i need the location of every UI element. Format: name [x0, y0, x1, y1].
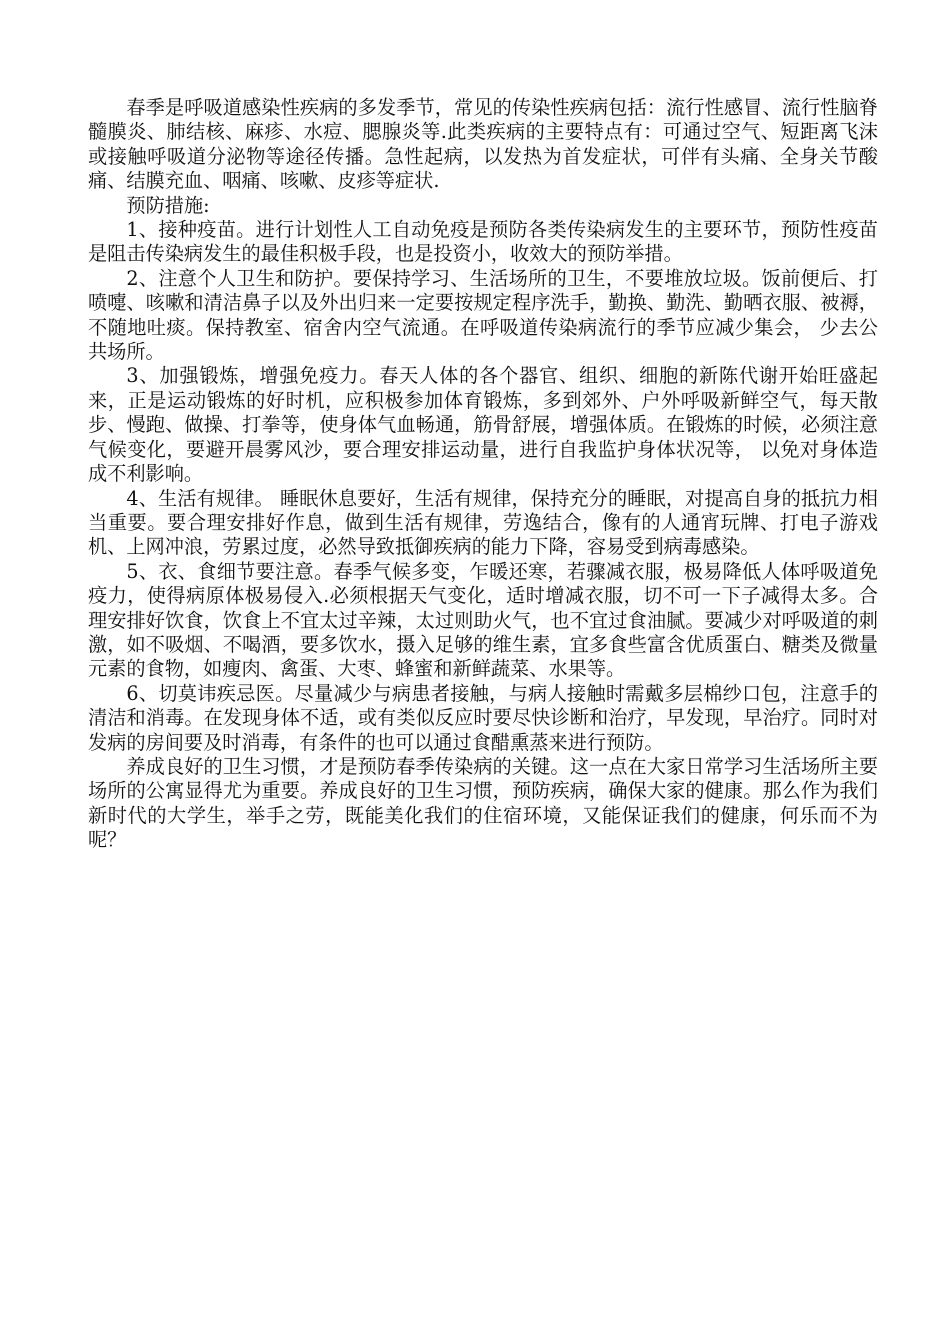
paragraph-measure-1: 1、接种疫苗。进行计划性人工自动免疫是预防各类传染病发生的主要环节，预防性疫苗是阻击传染病发生的最佳积极手段，也是投资小，收效大的预防举措。 — [88, 218, 878, 266]
paragraph-conclusion: 养成良好的卫生习惯，才是预防春季传染病的关键。这一点在大家日常学习生活场所主要场所的公寓显得尤为重要。养成良好的卫生习惯，预防疾病，确保大家的健康。那么作为我们新时代的大学生，举手之劳，既能美化我们的住宿环境，又能保证我们的健康，何乐而不为呢？ — [88, 754, 878, 852]
paragraph-measure-6: 6、切莫讳疾忌医。尽量减少与病患者接触，与病人接触时需戴多层棉纱口包，注意手的清洁和消毒。在发现身体不适，或有类似反应时要尽快诊断和治疗，早发现，早治疗。同时对发病的房间要及时消毒，有条件的也可以通过食醋熏蒸来进行预防。 — [88, 681, 878, 754]
paragraph-measure-4: 4、生活有规律。 睡眠休息要好，生活有规律，保持充分的睡眠，对提高自身的抵抗力相当重要。要合理安排好作息，做到生活有规律，劳逸结合，像有的人通宵玩牌、打电子游戏机、上网冲浪，劳累过度，必然导致抵御疾病的能力下降，容易受到病毒感染。 — [88, 486, 878, 559]
paragraph-prevention-heading: 预防措施: — [126, 193, 210, 217]
paragraph-measure-2: 2、注意个人卫生和防护。要保持学习、生活场所的卫生，不要堆放垃圾。饭前便后、打喷嚏、咳嗽和清洁鼻子以及外出归来一定要按规定程序洗手，勤换、勤洗、勤晒衣服、被褥，不随地吐痰。保持教室、宿舍内空气流通。在呼吸道传染病流行的季节应减少集会， 少去公共场所。 — [88, 266, 878, 364]
paragraph-measure-3: 3、加强锻炼，增强免疫力。春天人体的各个器官、组织、细胞的新陈代谢开始旺盛起来，正是运动锻炼的好时机，应积极参加体育锻炼，多到郊外、户外呼吸新鲜空气，每天散步、慢跑、做操、打拳等，使身体气血畅通，筋骨舒展，增强体质。在锻炼的时候，必须注意气候变化，要避开晨雾风沙，要合理安排运动量，进行自我监护身体状况等， 以免对身体造成不利影响。 — [88, 364, 878, 486]
paragraph-intro: 春季是呼吸道感染性疾病的多发季节，常见的传染性疾病包括：流行性感冒、流行性脑脊髓膜炎、肺结核、麻疹、水痘、腮腺炎等.此类疾病的主要特点有：可通过空气、短距离飞沫或接触呼吸道分泌物等途径传播。急性起病，以发热为首发症状，可伴有头痛、全身关节酸痛、结膜充血、咽痛、咳嗽、皮疹等症状. — [88, 96, 878, 193]
paragraph-measure-5: 5、衣、食细节要注意。春季气候多变，乍暖还寒，若骤减衣服，极易降低人体呼吸道免疫力，使得病原体极易侵入.必须根据天气变化，适时增减衣服，切不可一下子减得太多。合理安排好饮食，饮食上不宜太过辛辣，太过则助火气，也不宜过食油腻。要减少对呼吸道的刺激，如不吸烟、不喝酒，要多饮水，摄入足够的维生素，宜多食些富含优质蛋白、糖类及微量元素的食物，如瘦肉、禽蛋、大枣、蜂蜜和新鲜蔬菜、水果等。 — [88, 559, 878, 681]
document-page — [88, 96, 878, 853]
